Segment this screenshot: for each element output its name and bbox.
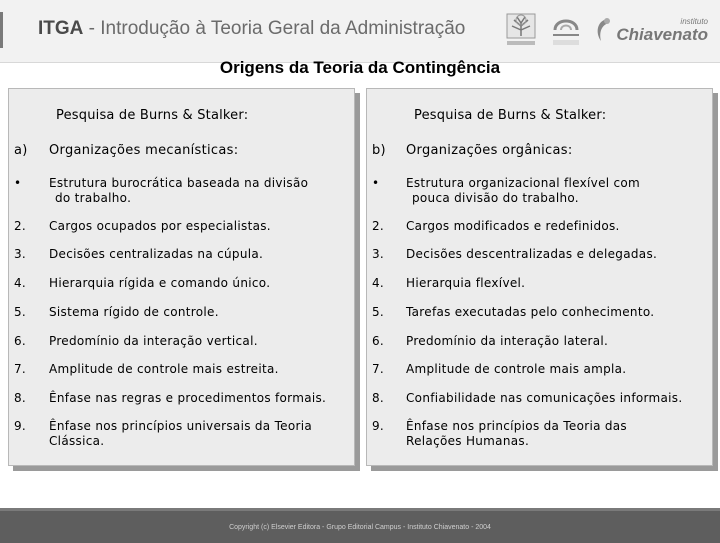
item-marker: 7.: [372, 362, 385, 376]
item-text: Estrutura organizacional flexível com: [406, 176, 641, 190]
item-text: Decisões centralizadas na cúpula.: [49, 247, 264, 261]
left-heading: Pesquisa de Burns & Stalker:: [56, 108, 249, 123]
item-marker: 4.: [372, 276, 385, 290]
slide-title: Origens da Teoria da Contingência: [219, 58, 501, 77]
chiavenato-big-text: Chiavenato: [616, 24, 708, 44]
item-text: Ênfase nos princípios universais da Teoria: [49, 419, 312, 433]
footer-bar: [0, 508, 720, 543]
item-marker: 3.: [14, 247, 27, 261]
item-text: Hierarquia flexível.: [406, 276, 526, 290]
item-marker: 2.: [14, 219, 27, 233]
item-marker: •: [372, 176, 380, 190]
item-text: Cargos ocupados por especialistas.: [49, 219, 271, 233]
item-text: Decisões descentralizadas e delegadas.: [406, 247, 658, 261]
item-text: Estrutura burocrática baseada na divisão: [49, 176, 309, 190]
right-sub-marker: b): [372, 143, 386, 158]
item-text-cont: pouca divisão do trabalho.: [412, 191, 579, 205]
item-marker: 9.: [14, 419, 27, 433]
item-marker: 6.: [372, 334, 385, 348]
item-text: Ênfase nas regras e procedimentos formais.: [49, 391, 327, 405]
item-text: Cargos modificados e redefinidos.: [406, 219, 620, 233]
item-text-cont: do trabalho.: [55, 191, 132, 205]
item-marker: 4.: [14, 276, 27, 290]
item-marker: 8.: [14, 391, 27, 405]
item-text: Amplitude de controle mais ampla.: [406, 362, 627, 376]
item-text: Confiabilidade nas comunicações informais.: [406, 391, 683, 405]
item-text: Predomínio da interação lateral.: [406, 334, 609, 348]
item-marker: 5.: [372, 305, 385, 319]
item-text-cont: Clássica.: [49, 434, 105, 448]
item-marker: •: [14, 176, 22, 190]
item-marker: 3.: [372, 247, 385, 261]
mechanistic-column: [0, 0, 358, 448]
brand-name: ITGA: [38, 18, 84, 39]
right-sub-label: Organizações orgânicas:: [406, 143, 573, 158]
item-marker: 7.: [14, 362, 27, 376]
item-text-cont: Relações Humanas.: [406, 434, 530, 448]
chiavenato-small-text: instituto: [680, 16, 708, 26]
item-marker: 2.: [372, 219, 385, 233]
left-sub-label: Organizações mecanísticas:: [49, 143, 239, 158]
organic-column: [358, 0, 716, 448]
header-subtitle: - Introdução à Teoria Geral da Administração: [83, 18, 466, 39]
copyright-text: Copyright (c) Elsevier Editora - Grupo Editorial Campus - Instituto Chiavenato - 2004: [229, 524, 491, 531]
item-text: Tarefas executadas pelo conhecimento.: [406, 305, 655, 319]
item-text: Amplitude de controle mais estreita.: [49, 362, 279, 376]
item-marker: 6.: [14, 334, 27, 348]
right-heading: Pesquisa de Burns & Stalker:: [414, 108, 607, 123]
item-marker: 9.: [372, 419, 385, 433]
left-sub-marker: a): [14, 143, 28, 158]
item-text: Hierarquia rígida e comando único.: [49, 276, 271, 290]
item-marker: 8.: [372, 391, 385, 405]
item-marker: 5.: [14, 305, 27, 319]
item-text: Predomínio da interação vertical.: [49, 334, 258, 348]
item-text: Sistema rígido de controle.: [49, 305, 219, 319]
item-text: Ênfase nos princípios da Teoria das: [406, 419, 627, 433]
